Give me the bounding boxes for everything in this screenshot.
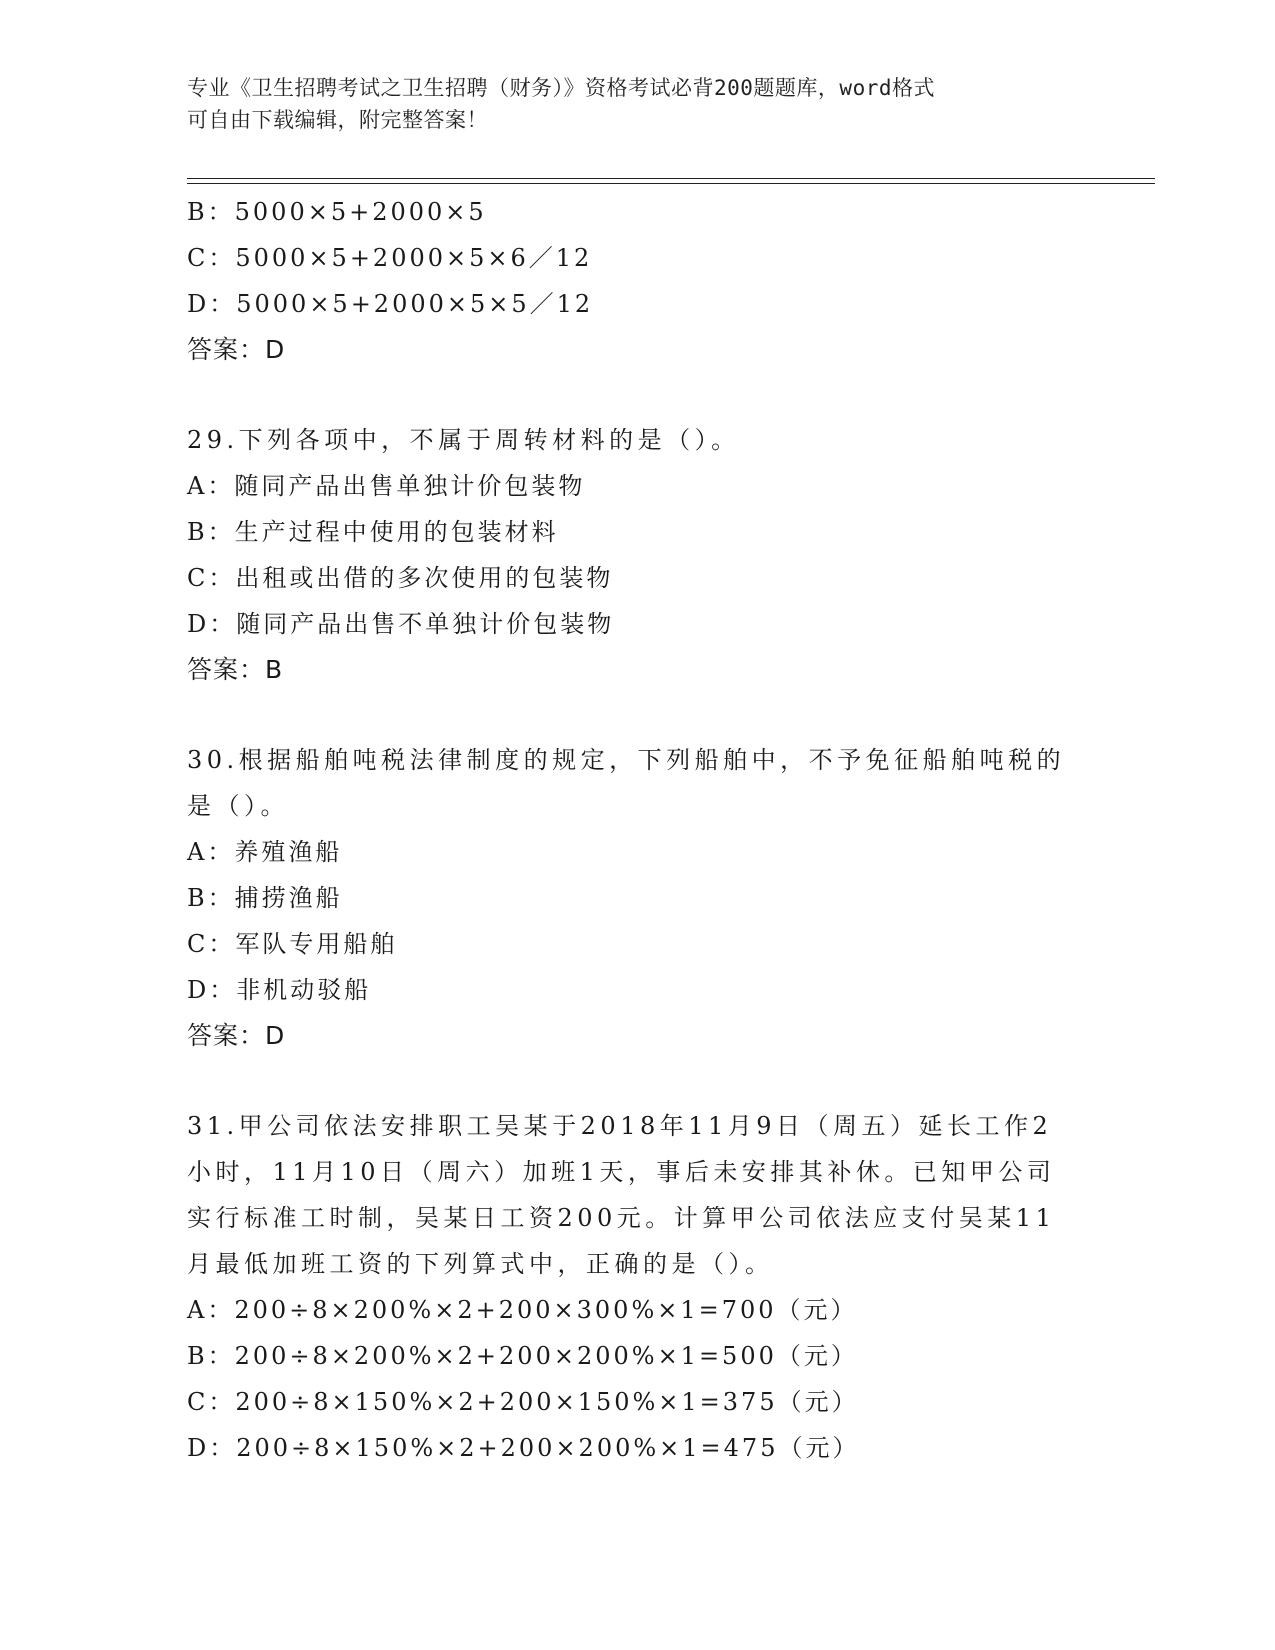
question-29 bbox=[187, 417, 1087, 693]
spacer bbox=[187, 1059, 1087, 1103]
option-d: D：200÷8×150%×2+200×200%×1=475（元） bbox=[187, 1434, 860, 1462]
option-c: C：200÷8×150%×2+200×150%×1=375（元） bbox=[187, 1388, 859, 1416]
option-c: C：出租或出借的多次使用的包装物 bbox=[187, 564, 614, 592]
question-text-line-1: 31.甲公司依法安排职工吴某于2018年11月9日（周五）延长工作2 bbox=[187, 1112, 1053, 1140]
option-b: B：5000×5+2000×5 bbox=[187, 198, 487, 226]
spacer bbox=[187, 693, 1087, 737]
answer: 答案：B bbox=[187, 655, 284, 684]
question-31 bbox=[187, 1103, 1087, 1471]
option-d: D：随同产品出售不单独计价包装物 bbox=[187, 610, 615, 638]
question-content bbox=[187, 189, 1087, 1471]
option-a: A：200÷8×200%×2+200×300%×1=700（元） bbox=[187, 1296, 858, 1324]
answer: 答案：D bbox=[187, 1021, 286, 1050]
question-text: 29.下列各项中，不属于周转材料的是（）。 bbox=[187, 426, 740, 454]
question-text-line-2: 小时，11月10日（周六）加班1天，事后未安排其补休。已知甲公司 bbox=[187, 1158, 1056, 1186]
option-b: B：生产过程中使用的包装材料 bbox=[187, 518, 559, 546]
option-c: C：军队专用船舶 bbox=[187, 930, 398, 958]
spacer bbox=[187, 373, 1087, 417]
option-b: B：捕捞渔船 bbox=[187, 884, 343, 912]
option-d: D：非机动驳船 bbox=[187, 976, 372, 1004]
header-rule-top bbox=[187, 178, 1155, 179]
question-30 bbox=[187, 737, 1087, 1059]
header-line-2: 可自由下载编辑，附完整答案！ bbox=[187, 108, 488, 132]
question-28-continuation bbox=[187, 189, 1087, 373]
question-text-line-1: 30.根据船舶吨税法律制度的规定，下列船舶中，不予免征船舶吨税的 bbox=[187, 746, 1066, 774]
option-b: B：200÷8×200%×2+200×200%×1=500（元） bbox=[187, 1342, 858, 1370]
question-text-line-4: 月最低加班工资的下列算式中，正确的是（）。 bbox=[187, 1250, 774, 1278]
header-line-1: 专业《卫生招聘考试之卫生招聘（财务）》资格考试必背200题题库，word格式 bbox=[187, 76, 935, 100]
option-a: A：随同产品出售单独计价包装物 bbox=[187, 472, 586, 500]
option-d: D：5000×5+2000×5×5／12 bbox=[187, 290, 594, 318]
page-header bbox=[187, 72, 1067, 136]
header-rule-bottom bbox=[187, 183, 1155, 184]
answer: 答案：D bbox=[187, 335, 286, 364]
option-c: C：5000×5+2000×5×6／12 bbox=[187, 244, 593, 272]
option-a: A：养殖渔船 bbox=[187, 838, 343, 866]
question-text-line-3: 实行标准工时制，吴某日工资200元。计算甲公司依法应支付吴某11 bbox=[187, 1204, 1056, 1232]
question-text-line-2: 是（）。 bbox=[187, 792, 289, 820]
